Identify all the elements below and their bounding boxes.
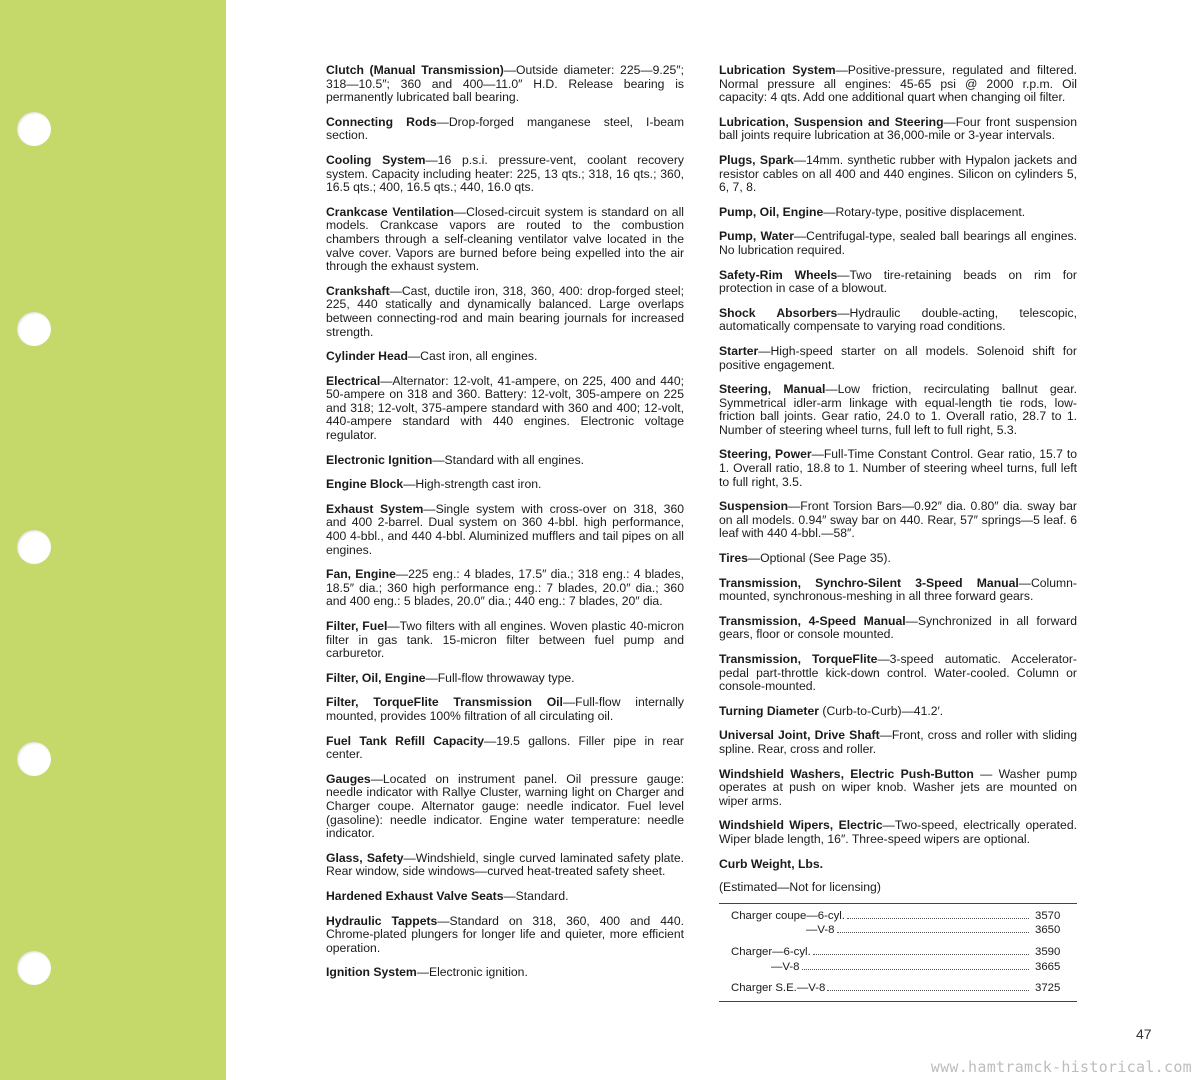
- spec-term: Exhaust System: [326, 501, 424, 516]
- spec-entry: [719, 615, 1077, 642]
- spec-entry: [326, 478, 684, 492]
- spec-entry: [719, 230, 1077, 257]
- spec-entry: [719, 768, 1077, 809]
- spec-entry: [719, 116, 1077, 143]
- spec-term: Electrical: [326, 373, 381, 388]
- spec-entry: [326, 375, 684, 443]
- spec-term: Plugs, Spark: [719, 152, 794, 167]
- spec-term: Transmission, 4-Speed Manual: [719, 613, 906, 628]
- spec-entry: [719, 206, 1077, 220]
- spec-entry: [719, 705, 1077, 719]
- spec-description: —Outside diameter: 225—9.25″; 318—10.5″; 360 and 400—11.0″ H.D. Release bearing is permanently lubricated ball bearing.: [326, 63, 684, 105]
- spec-description: —3-speed automatic. Accelerator-pedal part-throttle kick-down control. Water-cooled. Column or console-mounted.: [719, 652, 1077, 694]
- spec-term: Transmission, TorqueFlite: [719, 652, 878, 666]
- spec-description: —14mm. synthetic rubber with Hypalon jackets and resistor cables on all 400 and 440 engines. Silicon on cylinders 5, 6, 7, 8.: [719, 152, 1077, 195]
- spec-description: —Two filters with all engines. Woven plastic 40-micron filter in gas tank. 15-micron filter between fuel pump and carburetor.: [326, 619, 685, 661]
- spec-description: —Hydraulic double-acting, telescopic, automatically compensate to varying road conditions.: [719, 305, 1077, 334]
- spec-term: Steering, Power: [719, 447, 812, 462]
- spec-description: —Full-flow throwaway type.: [425, 670, 575, 685]
- spec-description: —Standard with all engines.: [432, 452, 585, 467]
- spec-entry: [719, 500, 1077, 541]
- curb-weight-value: 3570: [1035, 909, 1061, 922]
- spec-term: Hydraulic Tappets: [326, 913, 438, 928]
- spec-description: —16 p.s.i. pressure-vent, coolant recovery system. Capacity including heater: 225, 13 qts.; 318, 16 qts.; 360, 16.5 qts.; 400, 16.5 qts.; 440, 16.0 qts.: [326, 152, 684, 195]
- curb-weight-label: Charger coupe—6-cyl.: [731, 909, 845, 922]
- spec-description: —Positive-pressure, regulated and filtered. Normal pressure all engines: 45-65 psi @ 2000 r.p.m. Oil capacity: 4 qts. Add one additional quart when changing oil filter.: [719, 63, 1077, 105]
- curb-weight-row: [719, 981, 1077, 996]
- spec-description: —Two tire-retaining beads on rim for protection in case of a blowout.: [719, 267, 1077, 296]
- curb-weight-value: 3650: [1035, 924, 1061, 937]
- spec-term: Electronic Ignition: [326, 452, 433, 467]
- curb-weight-value: 3665: [1035, 960, 1061, 973]
- dot-leader: [837, 932, 1030, 933]
- spec-term: Shock Absorbers: [719, 305, 838, 320]
- spec-description: —Alternator: 12-volt, 41-ampere, on 225, 400 and 440; 50-ampere on 318 and 360. Battery: 12-volt, 305-ampere on 225 and 318; 12-volt, 375-ampere standard with 360 and 400; 12-volt, 440-ampere standard with 440 engines. Electronic voltage regulator.: [326, 373, 684, 443]
- spec-term: Suspension: [719, 499, 789, 514]
- spec-term: Gauges: [326, 771, 371, 786]
- binder-hole-icon: [17, 112, 51, 146]
- spec-description: —Column-mounted, synchronous-meshing in all three forward gears.: [719, 575, 1077, 604]
- spec-term: Transmission, Synchro-Silent 3-Speed Manual: [719, 575, 1019, 590]
- spec-term: Starter: [719, 343, 759, 358]
- spec-term: Pump, Water: [719, 229, 794, 244]
- spec-term: Filter, Oil, Engine: [326, 670, 426, 685]
- curb-weight-label: —V-8: [771, 960, 800, 973]
- spec-description: —Front, cross and roller with sliding spline. Rear, cross and roller.: [719, 728, 1077, 756]
- spec-description: —Windshield, single curved laminated safety plate. Rear window, side windows—curved heat-treated safety sheet.: [326, 850, 684, 879]
- spec-entry: [326, 350, 684, 364]
- spec-description: —Rotary-type, positive displacement.: [823, 204, 1026, 219]
- site-watermark: www.hamtramck-historical.com: [930, 1058, 1192, 1076]
- curb-weight-table: [719, 903, 1077, 1002]
- spec-entry: [326, 206, 684, 274]
- spec-description: —Low friction, recirculating ballnut gear. Symmetrical idler-arm linkage with equal-length tie rods, low-friction ball joints. Gear ratio, 24.0 to 1. Overall ratio, 28.7 to 1. Number of steering wheel turns, full left to full right, 5.3.: [719, 382, 1077, 437]
- spec-description: —Cast iron, all engines.: [407, 349, 538, 364]
- spec-entry: [326, 852, 684, 879]
- curb-weight-label: Charger S.E.—V-8: [731, 982, 826, 995]
- spec-description: —225 eng.: 4 blades, 17.5″ dia.; 318 eng.: 4 blades, 18.5″ dia.; 360 high performance eng.: 7 blades, 20.0″ dia.; 360 and 400 eng.: 5 blades, 20.0″ dia.; 440 eng.: 7 blades, 20″ dia.: [326, 567, 684, 609]
- dot-leader: [813, 954, 1029, 955]
- spec-description: —Synchronized in all forward gears, floor or console mounted.: [719, 613, 1077, 642]
- spec-entry: [719, 307, 1077, 334]
- spec-term: Turning Diameter: [719, 703, 819, 718]
- curb-weight-label: Charger—6-cyl.: [731, 945, 811, 958]
- dot-leader: [827, 990, 1029, 991]
- spec-term: Glass, Safety: [326, 850, 404, 865]
- binder-hole-icon: [17, 742, 51, 776]
- spec-entry: [326, 116, 684, 143]
- specs-right-entries: [719, 64, 1077, 847]
- spec-term: Lubrication System: [719, 63, 836, 77]
- binder-hole-icon: [17, 530, 51, 564]
- spec-entry: [719, 448, 1077, 489]
- spec-term: Cooling System: [326, 152, 426, 167]
- spec-entry: [719, 552, 1077, 566]
- spec-entry: [719, 269, 1077, 296]
- spec-term: Crankshaft: [326, 283, 390, 298]
- dot-leader: [802, 969, 1030, 970]
- binder-hole-icon: [17, 951, 51, 985]
- spec-term: Fan, Engine: [326, 567, 396, 582]
- spec-term: Clutch (Manual Transmission): [326, 63, 504, 77]
- spec-description: (Curb-to-Curb)—41.2′.: [819, 703, 944, 718]
- spec-entry: [326, 696, 684, 723]
- specs-right-column: [719, 64, 1077, 1002]
- binder-hole-icon: [17, 312, 51, 346]
- spec-term: Cylinder Head: [326, 349, 408, 364]
- spec-term: Crankcase Ventilation: [326, 204, 454, 219]
- spec-entry: [326, 568, 684, 609]
- spec-description: —Four front suspension ball joints require lubrication at 36,000-mile or 3-year intervals.: [719, 114, 1077, 143]
- spec-entry: [326, 454, 684, 468]
- spec-description: —19.5 gallons. Filler pipe in rear center.: [326, 733, 684, 762]
- spec-description: —Electronic ignition.: [416, 965, 528, 980]
- spec-entry: [719, 345, 1077, 372]
- spec-entry: [719, 729, 1077, 756]
- spec-term: Tires: [719, 551, 748, 566]
- spec-term: Ignition System: [326, 965, 417, 980]
- curb-weight-value: 3725: [1035, 982, 1061, 995]
- spec-entry: [326, 285, 684, 339]
- curb-weight-title: Curb Weight, Lbs.: [719, 856, 824, 871]
- spec-term: Windshield Wipers, Electric: [719, 818, 883, 833]
- spec-entry: [719, 64, 1077, 105]
- specs-left-column: [326, 64, 684, 991]
- spec-entry: [326, 64, 684, 105]
- spec-term: Pump, Oil, Engine: [719, 204, 824, 219]
- spec-description: — Washer pump operates at push on wiper knob. Washer jets are mounted on wiper arms.: [719, 766, 1077, 808]
- spec-entry: [326, 620, 684, 661]
- spec-entry: [326, 503, 684, 557]
- curb-weight-row: [719, 945, 1077, 960]
- spec-entry: [326, 773, 684, 841]
- spec-term: Filter, Fuel: [326, 619, 388, 633]
- page-number: 47: [1136, 1026, 1152, 1042]
- spec-term: Hardened Exhaust Valve Seats: [326, 888, 504, 903]
- spec-entry: [326, 890, 684, 904]
- spec-entry: [326, 915, 684, 956]
- spec-term: Engine Block: [326, 477, 404, 492]
- curb-weight-value: 3590: [1035, 945, 1061, 958]
- spec-description: —High-strength cast iron.: [403, 477, 542, 492]
- spec-description: —Centrifugal-type, sealed ball bearings all engines. No lubrication required.: [719, 229, 1077, 257]
- spec-description: —Closed-circuit system is standard on all models. Crankcase vapors are routed to the combustion chambers through a self-cleaning ventilator valve located in the valve cover. Vapors are burned before being expelled into the air through the exhaust system.: [326, 204, 684, 274]
- spec-entry: [326, 154, 684, 195]
- spec-term: Connecting Rods: [326, 114, 437, 129]
- spec-term: Lubrication, Suspension and Steering: [719, 114, 944, 129]
- curb-weight-subtitle: (Estimated—Not for licensing): [719, 880, 881, 895]
- spec-term: Universal Joint, Drive Shaft: [719, 728, 880, 743]
- green-binder-strip: [0, 0, 226, 1080]
- spec-entry: [719, 383, 1077, 437]
- curb-weight-label: —V-8: [806, 924, 835, 937]
- spec-description: —Cast, ductile iron, 318, 360, 400: drop-forged steel; 225, 440 statically and dynamically balanced. Large overlaps between connecting-rod and main bearing journals for increased strength.: [326, 283, 684, 339]
- dot-leader: [847, 918, 1029, 919]
- spec-description: —Drop-forged manganese steel, I-beam section.: [326, 114, 684, 143]
- spec-description: —High-speed starter on all models. Solenoid shift for positive engagement.: [719, 343, 1077, 372]
- spec-entry: [326, 672, 684, 686]
- spec-description: —Front Torsion Bars—0.92″ dia. 0.80″ dia. sway bar on all models. 0.94″ sway bar on 440. Rear, 57″ springs—5 leaf. 6 leaf with 440 4-bbl.—58″.: [719, 499, 1077, 541]
- spec-term: Fuel Tank Refill Capacity: [326, 733, 485, 748]
- spec-term: Safety-Rim Wheels: [719, 267, 838, 282]
- spec-description: —Single system with cross-over on 318, 360 and 400 2-barrel. Dual system on 360 4-bbl. high performance, 400 4-bbl., and 440 4-bbl. Aluminized mufflers and tail pipes on all engines.: [326, 501, 685, 557]
- spec-entry: [326, 966, 684, 980]
- spec-entry: [719, 154, 1077, 195]
- spec-description: —Full-Time Constant Control. Gear ratio, 15.7 to 1. Overall ratio, 18.8 to 1. Number of steering wheel turns, full left to full right, 3.5.: [719, 447, 1078, 489]
- spec-term: Windshield Washers, Electric Push-Button: [719, 766, 974, 781]
- spec-description: —Optional (See Page 35).: [747, 551, 891, 566]
- curb-weight-row: [719, 960, 1077, 975]
- spec-description: —Full-flow internally mounted, provides 100% filtration of all circulating oil.: [326, 695, 685, 723]
- spec-description: —Located on instrument panel. Oil pressure gauge: needle indicator with Rallye Cluster, warning light on Charger and Charger coupe. Alternator gauge: needle indicator. Fuel level (gasoline): needle indicator. Engine water temperature: needle indicator.: [326, 771, 684, 841]
- spec-description: —Standard.: [503, 888, 569, 903]
- spec-description: —Standard on 318, 360, 400 and 440. Chrome-plated plungers for longer life and quieter, more efficient operation.: [326, 913, 685, 955]
- curb-weight-row: [719, 909, 1077, 924]
- spec-entry: [719, 819, 1077, 846]
- spec-entry: [719, 577, 1077, 604]
- spec-term: Filter, TorqueFlite Transmission Oil: [326, 695, 563, 710]
- spec-entry: [719, 653, 1077, 694]
- curb-weight-row: [719, 923, 1077, 938]
- spec-term: Steering, Manual: [719, 382, 826, 397]
- spec-description: —Two-speed, electrically operated. Wiper blade length, 16″. Three-speed wipers are optional.: [719, 818, 1077, 846]
- spec-entry: [326, 735, 684, 762]
